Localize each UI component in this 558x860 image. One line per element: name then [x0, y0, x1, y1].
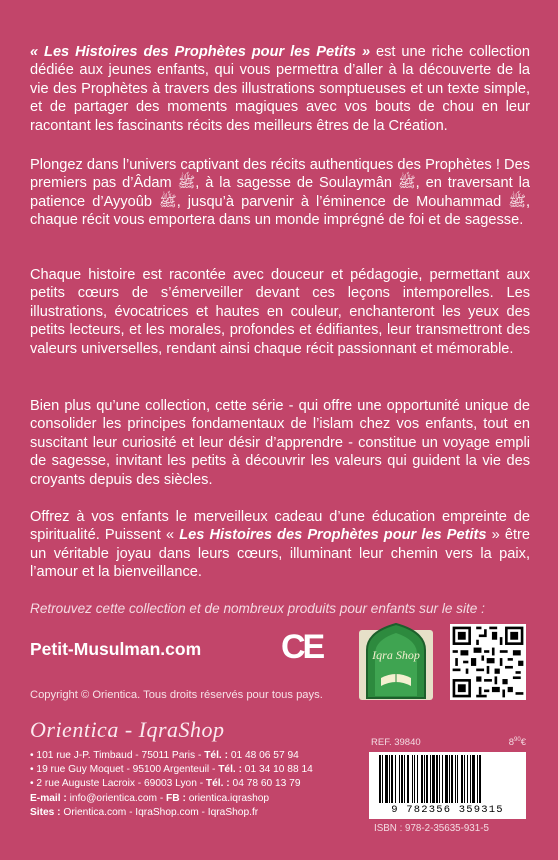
barcode-bar [391, 755, 393, 803]
barcode-bar [449, 755, 450, 803]
barcode [369, 752, 526, 819]
sites-links[interactable]: Orientica.com - IqraShop.com - IqraShop.fr [63, 806, 259, 818]
barcode-bar [379, 755, 381, 803]
address-argenteuil [30, 763, 360, 777]
barcode-bar [421, 755, 423, 803]
address-argenteuil-text: • 19 rue Guy Moquet - 95100 Argenteuil - [30, 764, 219, 776]
barcode-bar [389, 755, 390, 803]
address-paris-tel[interactable]: 01 48 06 57 94 [230, 750, 299, 761]
barcode-bar [412, 755, 413, 803]
gift-text-before: Offrez à vos enfants le merveilleux cadeau d’une éducation empreinte de spiritualité. Puissent « [30, 509, 530, 544]
barcode-bar [399, 755, 400, 803]
barcode-bar [445, 755, 448, 803]
barcode-bar [439, 755, 440, 803]
sites-line [30, 806, 360, 820]
addresses [30, 749, 360, 820]
barcode-bar [395, 755, 396, 803]
copyright: Copyright © Orientica. Tous droits réservés pour tous pays. [30, 689, 323, 701]
barcode-bar [414, 755, 415, 803]
price-main: 8 [508, 737, 515, 749]
logo-text: Iqra Shop [372, 648, 420, 662]
email-label: E-mail : [30, 792, 70, 804]
website-link[interactable]: Petit-Musulman.com [30, 639, 202, 659]
barcode-box [366, 737, 528, 839]
barcode-digits: 9 782356 359315 [391, 804, 504, 816]
price [509, 737, 526, 748]
barcode-bar [432, 755, 435, 803]
address-argenteuil-tel[interactable]: 01 34 10 88 14 [244, 764, 313, 776]
barcode-bar [382, 755, 383, 803]
barcode-bar [470, 755, 471, 803]
barcode-bar [477, 755, 478, 803]
barcode-bar [430, 755, 431, 803]
website-invite: Retrouvez cette collection et de nombreux produits pour enfants sur le site : [30, 601, 485, 616]
stories-paragraph: Chaque histoire est racontée avec douceur et pédagogie, permettant aux petits cœurs de s’émerveiller devant ces leçons intemporelles. Les illustrations, évocatrices et hautes en couleur, enchanteront les yeux des petits lecteurs, et les morales, profondes et édifiantes, leur transmettront des valeurs universelles, rendant ainsi chaque récit passionnant et mémorable. [30, 267, 530, 357]
gift-collection-title: Les Histoires des Prophètes pour les Petits [179, 527, 487, 544]
address-lyon [30, 777, 360, 791]
address-lyon-tel-label: Tél. : [205, 778, 233, 790]
collection-title: « Les Histoires des Prophètes pour les Petits » [30, 44, 371, 60]
address-lyon-text: • 2 rue Auguste Lacroix - 69003 Lyon - [30, 778, 206, 790]
address-lyon-tel[interactable]: 04 78 60 13 79 [232, 778, 301, 790]
price-currency: € [520, 737, 526, 749]
barcode-bar [461, 755, 463, 803]
barcode-bar [417, 755, 418, 803]
ce-mark: CE [281, 628, 323, 666]
barcode-bar [401, 755, 403, 803]
sites-label: Sites : [30, 806, 64, 818]
gift-text-after: » être un véritable joyau dans leurs cœurs, illuminant leur chemin vers la paix, l’amour et la bienveillance. [30, 527, 531, 581]
barcode-bar [442, 755, 443, 803]
price-cents: 90 [514, 737, 521, 743]
address-paris-text: • 101 rue J-P. Timbaud - 75011 Paris - [30, 750, 205, 761]
barcode-bar [436, 755, 438, 803]
series-paragraph: Bien plus qu’une collection, cette série - qui offre une opportunité unique de consolider les principes fondamentaux de l’islam chez vos enfants, tout en suscitant leur curiosité et leur désir d’apprendre - constitue un voyage empli de sagesse, invitant les petits à découvrir les valeurs qui guident la vie des croyants depuis des siècles. [30, 398, 530, 488]
contact-line [30, 792, 360, 806]
intro-text: est une riche collection dédiée aux jeunes enfants, qui vous permettra d’aller à la découverte de la vie des Prophètes à travers des illustrations somptueuses et un texte simple, et de partager des moments magiques avec vos bouts de chou en leur racontant les fascinants récits des meilleurs êtres de la Création. [30, 44, 531, 134]
barcode-bar [426, 755, 428, 803]
barcode-bar [455, 755, 456, 803]
qr-code[interactable] [450, 624, 526, 700]
address-paris [30, 749, 360, 763]
iqra-shop-logo [357, 618, 435, 702]
email-link[interactable]: info@orientica.com - [69, 792, 167, 804]
price-row [366, 737, 528, 749]
barcode-bar [467, 755, 468, 803]
barcode-bar [472, 755, 475, 803]
gift-paragraph [30, 508, 530, 582]
barcode-bar [451, 755, 453, 803]
publisher-brand: Orientica - IqraShop [30, 717, 225, 742]
prophets-paragraph: Plongez dans l’univers captivant des récits authentiques des Prophètes ! Des premiers pas d’Âdam ﷺ, à la sagesse de Soulaymân ﷺ, en traversant la patience d’Ayyoûb ﷺ, jusqu’à parvenir à l’éminence de Mouhammad ﷺ, chaque récit vous emportera dans un monde imprégné de foi et de sagesse. [30, 157, 531, 229]
address-paris-tel-label: Tél. : [204, 750, 231, 761]
barcode-bar [385, 755, 388, 803]
intro-paragraph [30, 43, 530, 135]
barcode-bar [404, 755, 405, 803]
facebook-link[interactable]: orientica.iqrashop [188, 792, 270, 804]
address-argenteuil-tel-label: Tél. : [218, 764, 245, 776]
barcode-bar [457, 755, 458, 803]
barcode-bar [407, 755, 409, 803]
isbn: ISBN : 978-2-35635-931-5 [374, 823, 489, 834]
barcode-bar [464, 755, 465, 803]
facebook-label: FB : [166, 792, 189, 804]
barcode-bar [424, 755, 425, 803]
barcode-bar [479, 755, 481, 803]
reference-number: REF. 39840 [371, 737, 421, 748]
